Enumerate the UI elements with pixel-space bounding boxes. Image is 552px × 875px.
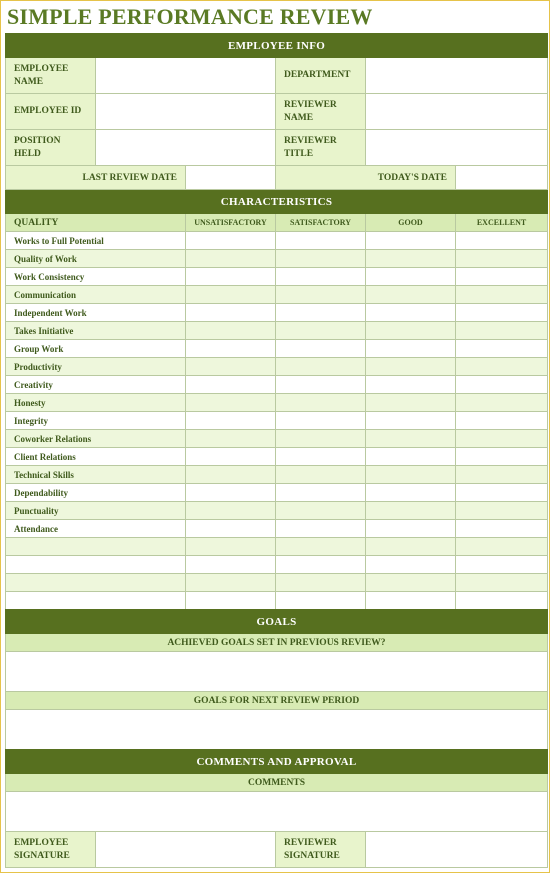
rating-cell-excellent[interactable] bbox=[456, 376, 548, 394]
rating-cell-good[interactable] bbox=[366, 520, 456, 538]
rating-cell-satisfactory[interactable] bbox=[276, 268, 366, 286]
rating-cell-satisfactory[interactable] bbox=[276, 466, 366, 484]
quality-label bbox=[6, 538, 186, 556]
rating-cell-excellent[interactable] bbox=[456, 394, 548, 412]
rating-cell-unsatisfactory[interactable] bbox=[186, 322, 276, 340]
rating-cell-satisfactory[interactable] bbox=[276, 448, 366, 466]
column-header-unsatisfactory: UNSATISFACTORY bbox=[186, 214, 276, 232]
comments-field[interactable] bbox=[6, 792, 548, 832]
quality-label: Works to Full Potential bbox=[6, 232, 186, 250]
last-review-date-field[interactable] bbox=[186, 166, 276, 190]
quality-label bbox=[6, 556, 186, 574]
rating-cell-unsatisfactory[interactable] bbox=[186, 250, 276, 268]
rating-cell-satisfactory[interactable] bbox=[276, 592, 366, 610]
next-goals-field[interactable] bbox=[6, 710, 548, 750]
rating-cell-unsatisfactory[interactable] bbox=[186, 232, 276, 250]
rating-cell-excellent[interactable] bbox=[456, 268, 548, 286]
rating-cell-good[interactable] bbox=[366, 430, 456, 448]
table-row bbox=[6, 502, 548, 520]
position-held-field[interactable] bbox=[96, 130, 276, 166]
rating-cell-excellent[interactable] bbox=[456, 286, 548, 304]
rating-cell-satisfactory[interactable] bbox=[276, 412, 366, 430]
rating-cell-good[interactable] bbox=[366, 250, 456, 268]
rating-cell-unsatisfactory[interactable] bbox=[186, 448, 276, 466]
rating-cell-unsatisfactory[interactable] bbox=[186, 286, 276, 304]
rating-cell-good[interactable] bbox=[366, 466, 456, 484]
quality-label: Productivity bbox=[6, 358, 186, 376]
rating-cell-excellent[interactable] bbox=[456, 466, 548, 484]
rating-cell-unsatisfactory[interactable] bbox=[186, 592, 276, 610]
quality-label bbox=[6, 592, 186, 610]
table-row bbox=[6, 340, 548, 358]
department-label: DEPARTMENT bbox=[276, 58, 366, 94]
rating-cell-good[interactable] bbox=[366, 376, 456, 394]
quality-label: Independent Work bbox=[6, 304, 186, 322]
rating-cell-excellent[interactable] bbox=[456, 448, 548, 466]
rating-cell-excellent[interactable] bbox=[456, 574, 548, 592]
employee-signature-field[interactable] bbox=[96, 832, 276, 868]
rating-cell-satisfactory[interactable] bbox=[276, 574, 366, 592]
employee-name-label: EMPLOYEE NAME bbox=[6, 58, 96, 94]
rating-cell-satisfactory[interactable] bbox=[276, 556, 366, 574]
employee-id-field[interactable] bbox=[96, 94, 276, 130]
rating-cell-good[interactable] bbox=[366, 304, 456, 322]
quality-label: Work Consistency bbox=[6, 268, 186, 286]
rating-cell-satisfactory[interactable] bbox=[276, 520, 366, 538]
table-row bbox=[6, 538, 548, 556]
table-row bbox=[6, 376, 548, 394]
comments-label: COMMENTS bbox=[6, 774, 548, 792]
reviewer-signature-label: REVIEWER SIGNATURE bbox=[276, 832, 366, 868]
rating-cell-unsatisfactory[interactable] bbox=[186, 430, 276, 448]
rating-cell-excellent[interactable] bbox=[456, 340, 548, 358]
rating-cell-unsatisfactory[interactable] bbox=[186, 556, 276, 574]
table-row bbox=[6, 556, 548, 574]
rating-cell-unsatisfactory[interactable] bbox=[186, 376, 276, 394]
rating-cell-satisfactory[interactable] bbox=[276, 538, 366, 556]
rating-cell-satisfactory[interactable] bbox=[276, 430, 366, 448]
characteristics-header: CHARACTERISTICS bbox=[6, 191, 548, 214]
next-goals-label: GOALS FOR NEXT REVIEW PERIOD bbox=[6, 692, 548, 710]
todays-date-label: TODAY'S DATE bbox=[276, 166, 456, 190]
quality-label: Group Work bbox=[6, 340, 186, 358]
rating-cell-unsatisfactory[interactable] bbox=[186, 520, 276, 538]
rating-cell-good[interactable] bbox=[366, 592, 456, 610]
rating-cell-good[interactable] bbox=[366, 394, 456, 412]
reviewer-name-field[interactable] bbox=[366, 94, 548, 130]
quality-label: Takes Initiative bbox=[6, 322, 186, 340]
rating-cell-good[interactable] bbox=[366, 448, 456, 466]
rating-cell-satisfactory[interactable] bbox=[276, 358, 366, 376]
rating-cell-good[interactable] bbox=[366, 322, 456, 340]
rating-cell-excellent[interactable] bbox=[456, 232, 548, 250]
table-row bbox=[6, 286, 548, 304]
table-row bbox=[6, 232, 548, 250]
rating-cell-good[interactable] bbox=[366, 340, 456, 358]
table-row bbox=[6, 592, 548, 610]
employee-id-label: EMPLOYEE ID bbox=[6, 94, 96, 130]
rating-cell-satisfactory[interactable] bbox=[276, 304, 366, 322]
rating-cell-excellent[interactable] bbox=[456, 484, 548, 502]
rating-cell-satisfactory[interactable] bbox=[276, 484, 366, 502]
rating-cell-unsatisfactory[interactable] bbox=[186, 538, 276, 556]
column-header-satisfactory: SATISFACTORY bbox=[276, 214, 366, 232]
rating-cell-unsatisfactory[interactable] bbox=[186, 340, 276, 358]
rating-cell-excellent[interactable] bbox=[456, 304, 548, 322]
table-row bbox=[6, 574, 548, 592]
rating-cell-good[interactable] bbox=[366, 502, 456, 520]
page-title: SIMPLE PERFORMANCE REVIEW bbox=[7, 4, 373, 29]
rating-cell-unsatisfactory[interactable] bbox=[186, 412, 276, 430]
reviewer-title-field[interactable] bbox=[366, 130, 548, 166]
comments-approval-header: COMMENTS AND APPROVAL bbox=[6, 750, 548, 774]
table-row bbox=[6, 304, 548, 322]
review-dates-table bbox=[5, 165, 548, 190]
rating-cell-good[interactable] bbox=[366, 286, 456, 304]
quality-label: Punctuality bbox=[6, 502, 186, 520]
reviewer-signature-field[interactable] bbox=[366, 832, 548, 868]
employee-name-field[interactable] bbox=[96, 58, 276, 94]
rating-cell-unsatisfactory[interactable] bbox=[186, 268, 276, 286]
rating-cell-good[interactable] bbox=[366, 484, 456, 502]
rating-cell-excellent[interactable] bbox=[456, 538, 548, 556]
comments-table bbox=[5, 749, 548, 832]
table-row bbox=[6, 322, 548, 340]
rating-cell-excellent[interactable] bbox=[456, 250, 548, 268]
rating-cell-unsatisfactory[interactable] bbox=[186, 394, 276, 412]
rating-cell-good[interactable] bbox=[366, 538, 456, 556]
goals-header: GOALS bbox=[6, 610, 548, 634]
column-header-good: GOOD bbox=[366, 214, 456, 232]
characteristics-rows bbox=[6, 232, 548, 610]
rating-cell-excellent[interactable] bbox=[456, 502, 548, 520]
rating-cell-unsatisfactory[interactable] bbox=[186, 358, 276, 376]
rating-cell-unsatisfactory[interactable] bbox=[186, 466, 276, 484]
department-field[interactable] bbox=[366, 58, 548, 94]
rating-cell-excellent[interactable] bbox=[456, 520, 548, 538]
employee-signature-label: EMPLOYEE SIGNATURE bbox=[6, 832, 96, 868]
rating-cell-unsatisfactory[interactable] bbox=[186, 484, 276, 502]
achieved-goals-label: ACHIEVED GOALS SET IN PREVIOUS REVIEW? bbox=[6, 634, 548, 652]
table-row bbox=[6, 250, 548, 268]
table-row bbox=[6, 412, 548, 430]
rating-cell-good[interactable] bbox=[366, 268, 456, 286]
rating-cell-satisfactory[interactable] bbox=[276, 376, 366, 394]
rating-cell-good[interactable] bbox=[366, 574, 456, 592]
quality-label: Client Relations bbox=[6, 448, 186, 466]
rating-cell-satisfactory[interactable] bbox=[276, 250, 366, 268]
reviewer-title-label: REVIEWER TITLE bbox=[276, 130, 366, 166]
quality-label bbox=[6, 574, 186, 592]
last-review-date-label: LAST REVIEW DATE bbox=[6, 166, 186, 190]
rating-cell-excellent[interactable] bbox=[456, 322, 548, 340]
characteristics-table bbox=[5, 190, 548, 610]
rating-cell-unsatisfactory[interactable] bbox=[186, 304, 276, 322]
rating-cell-satisfactory[interactable] bbox=[276, 322, 366, 340]
quality-label: Quality of Work bbox=[6, 250, 186, 268]
position-held-label: POSITION HELD bbox=[6, 130, 96, 166]
column-header-quality: QUALITY bbox=[6, 214, 186, 232]
rating-cell-good[interactable] bbox=[366, 232, 456, 250]
achieved-goals-field[interactable] bbox=[6, 652, 548, 692]
quality-label: Honesty bbox=[6, 394, 186, 412]
rating-cell-satisfactory[interactable] bbox=[276, 394, 366, 412]
rating-cell-excellent[interactable] bbox=[456, 430, 548, 448]
quality-label: Coworker Relations bbox=[6, 430, 186, 448]
quality-label: Creativity bbox=[6, 376, 186, 394]
quality-label: Attendance bbox=[6, 520, 186, 538]
employee-info-header: EMPLOYEE INFO bbox=[6, 34, 548, 58]
rating-cell-good[interactable] bbox=[366, 556, 456, 574]
rating-cell-unsatisfactory[interactable] bbox=[186, 574, 276, 592]
table-row bbox=[6, 466, 548, 484]
reviewer-name-label: REVIEWER NAME bbox=[276, 94, 366, 130]
table-row bbox=[6, 448, 548, 466]
table-row bbox=[6, 484, 548, 502]
rating-cell-satisfactory[interactable] bbox=[276, 232, 366, 250]
rating-cell-satisfactory[interactable] bbox=[276, 340, 366, 358]
quality-label: Dependability bbox=[6, 484, 186, 502]
rating-cell-satisfactory[interactable] bbox=[276, 286, 366, 304]
rating-cell-excellent[interactable] bbox=[456, 556, 548, 574]
rating-cell-good[interactable] bbox=[366, 358, 456, 376]
quality-label: Communication bbox=[6, 286, 186, 304]
signature-table bbox=[5, 831, 548, 868]
table-row bbox=[6, 268, 548, 286]
table-row bbox=[6, 430, 548, 448]
rating-cell-excellent[interactable] bbox=[456, 412, 548, 430]
column-header-excellent: EXCELLENT bbox=[456, 214, 548, 232]
table-row bbox=[6, 358, 548, 376]
rating-cell-good[interactable] bbox=[366, 412, 456, 430]
rating-cell-unsatisfactory[interactable] bbox=[186, 502, 276, 520]
quality-label: Integrity bbox=[6, 412, 186, 430]
quality-label: Technical Skills bbox=[6, 466, 186, 484]
table-row bbox=[6, 394, 548, 412]
todays-date-field[interactable] bbox=[456, 166, 548, 190]
goals-table bbox=[5, 609, 548, 750]
rating-cell-satisfactory[interactable] bbox=[276, 502, 366, 520]
employee-info-table bbox=[5, 33, 548, 166]
rating-cell-excellent[interactable] bbox=[456, 592, 548, 610]
table-row bbox=[6, 520, 548, 538]
rating-cell-excellent[interactable] bbox=[456, 358, 548, 376]
